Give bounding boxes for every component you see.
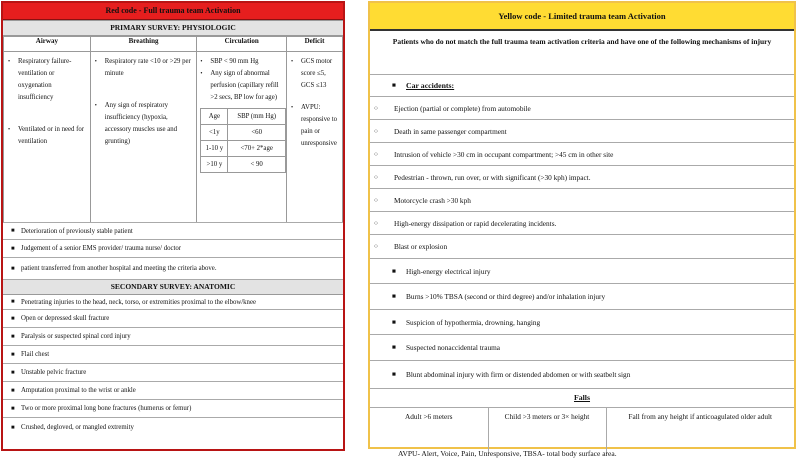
physiologic-table [3,36,343,223]
square-bullet-icon: ■ [392,82,396,89]
car-item: High-energy dissipation or rapid decelerating incidents. [394,218,557,228]
yellow-intro: Patients who do not match the full trauma team activation criteria and have one of the following mechanisms of injury [370,31,794,75]
square-bullet-icon: ■ [392,318,396,326]
bullet-icon: • [200,59,203,65]
deficit-item: AVPU: responsive to pain or unresponsive [301,104,338,147]
falls-anticoagulated: Fall from any height if anticoagulated older adult [628,412,773,421]
square-bullet-icon: ■ [11,387,15,394]
circle-bullet-icon: ○ [374,127,378,135]
secondary-item: Unstable pelvic fracture [21,369,87,376]
breathing-header: Breathing [90,37,197,52]
bullet-icon: • [200,71,203,77]
circulation-cell [197,52,287,223]
age-cell: 1-10 y [201,141,228,157]
square-bullet-icon: ■ [11,315,15,322]
extra-item: Deterioration of previously stable patient [21,227,133,235]
secondary-item: Crushed, degloved, or mangled extremity [21,424,134,431]
secondary-item: Amputation proximal to the wrist or ankle [21,387,136,394]
sbp-cell: < 90 [228,157,286,173]
circulation-item: SBP < 90 mm Hg [210,58,259,65]
car-accidents-heading: Car accidents: [406,81,455,90]
secondary-item: Flail chest [21,351,50,358]
falls-heading: Falls [370,389,794,408]
secondary-survey-header: SECONDARY SURVEY: ANATOMIC [3,280,343,295]
extra-criteria [3,222,343,437]
mechanism-item: Blunt abdominal injury with firm or distended abdomen or with seatbelt sign [406,370,631,379]
deficit-cell [287,52,343,223]
car-item: Motorcycle crash >30 kph [394,195,471,205]
mechanism-item: Suspicion of hypothermia, drowning, hanging [406,317,541,327]
airway-cell [4,52,91,223]
secondary-item: Penetrating injuries to the head, neck, torso, or extremities proximal to the elbow/knee [21,298,256,306]
bullet-icon: • [94,59,97,65]
bullet-icon: • [291,105,294,111]
primary-survey-header: PRIMARY SURVEY: PHYSIOLOGIC [3,20,343,36]
circle-bullet-icon: ○ [374,150,378,158]
sbp-header: SBP (mm Hg) [228,109,286,125]
square-bullet-icon: ■ [11,228,15,234]
yellow-code-title: Yellow code - Limited trauma team Activation [370,3,794,31]
falls-table [370,408,794,454]
square-bullet-icon: ■ [11,369,15,376]
secondary-item: Paralysis or suspected spinal cord injury [21,333,131,340]
car-item: Ejection (partial or complete) from automobile [394,103,531,113]
secondary-item: Two or more proximal long bone fractures (humerus or femur) [21,405,192,412]
square-bullet-icon: ■ [11,351,15,358]
car-item: Intrusion of vehicle >30 cm in occupant compartment; >45 cm in other site [394,149,614,159]
circle-bullet-icon: ○ [374,104,378,112]
car-item: Blast or explosion [394,242,448,251]
breathing-item: Respiratory rate <10 or >29 per minute [104,58,191,77]
deficit-item: GCS motor score ≤5, GCS ≤13 [301,58,333,89]
sbp-cell: <60 [228,125,286,141]
red-code-panel [1,1,345,451]
airway-item: Ventilated or in need for ventilation [18,126,85,145]
car-item: Pedestrian - thrown, run over, or with significant (>30 kph) impact. [394,172,591,182]
bullet-icon: • [8,127,11,133]
extra-item: patient transferred from another hospital and meeting the criteria above. [21,265,217,272]
falls-adult: Adult >6 meters [370,408,488,454]
falls-child: Child >3 meters or 3× height [488,408,606,454]
square-bullet-icon: ■ [11,245,15,252]
age-sbp-table [200,108,286,173]
square-bullet-icon: ■ [11,333,15,340]
square-bullet-icon: ■ [392,267,396,275]
circle-bullet-icon: ○ [374,219,378,227]
bullet-icon: • [291,59,294,65]
circle-bullet-icon: ○ [374,173,378,181]
bullet-icon: • [94,103,97,109]
bullet-icon: • [8,59,11,65]
airway-item: Respiratory failure-ventilation or oxygenation insufficiency [18,58,72,101]
breathing-cell [90,52,197,223]
square-bullet-icon: ■ [11,299,15,305]
circulation-header: Circulation [197,37,287,52]
circle-bullet-icon: ○ [374,196,378,204]
mechanism-item: Suspected nonaccidental trauma [406,343,501,352]
secondary-item: Open or depressed skull fracture [21,315,110,322]
circle-bullet-icon: ○ [374,243,378,250]
circulation-item: Any sign of abnormal perfusion (capillary refill >2 secs, BP low for age) [210,70,279,101]
car-item: Death in same passenger compartment [394,126,507,136]
square-bullet-icon: ■ [392,371,396,378]
sbp-cell: <70+ 2*age [228,141,286,157]
red-code-title: Red code - Full trauma team Activation [3,3,343,20]
breathing-item: Any sign of respiratory insufficiency (hypoxia, accessory muscles use and grunting) [104,102,178,145]
square-bullet-icon: ■ [11,265,15,272]
abbreviations-footnote: AVPU- Alert, Voice, Pain, Unresponsive, TBSA- total body surface area. [398,449,617,458]
mechanism-item: High-energy electrical injury [406,266,491,276]
mechanism-item: Burns >10% TBSA (second or third degree) and/or inhalation injury [406,292,606,301]
age-cell: <1y [201,125,228,141]
square-bullet-icon: ■ [392,344,396,351]
deficit-header: Deficit [287,37,343,52]
age-header: Age [201,109,228,125]
age-cell: >10 y [201,157,228,173]
square-bullet-icon: ■ [11,405,15,412]
square-bullet-icon: ■ [392,293,396,300]
airway-header: Airway [4,37,91,52]
extra-item: Judgement of a senior EMS provider/ trauma nurse/ doctor [21,245,182,252]
square-bullet-icon: ■ [11,424,15,431]
yellow-code-panel [368,1,796,449]
